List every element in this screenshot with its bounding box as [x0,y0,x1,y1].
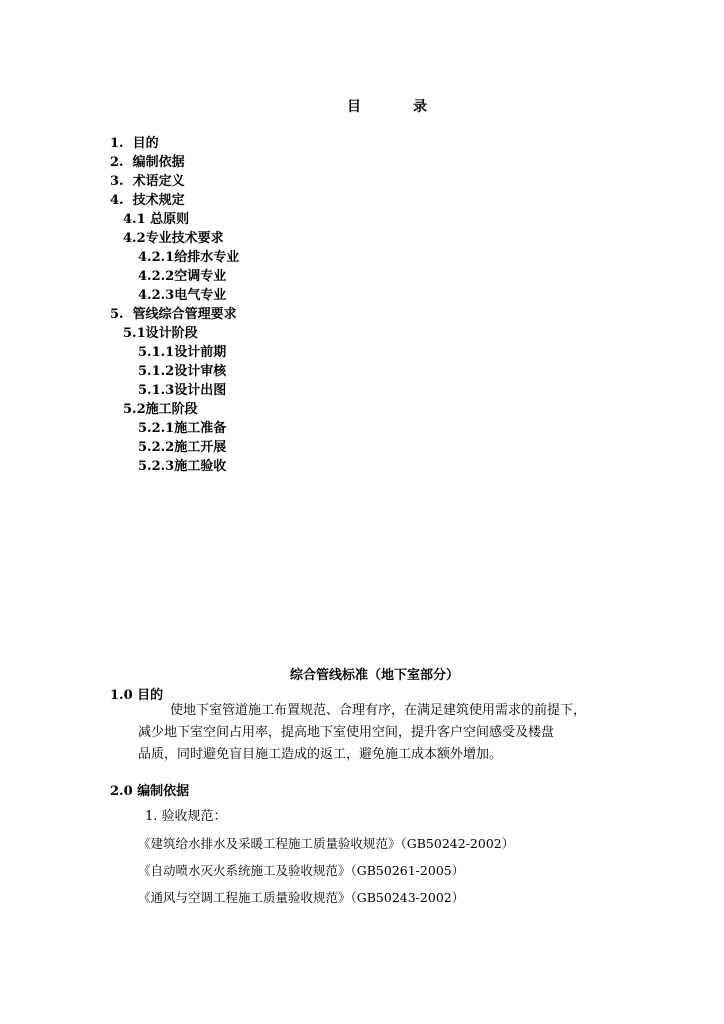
toc-item-5-1[interactable] [123,324,198,343]
toc-title-right: 录 [413,99,427,115]
toc-item-4[interactable] [110,191,185,210]
toc-item-label: 设计前期 [174,345,227,360]
toc-item-label: 设计阶段 [145,326,198,341]
toc-item-label: 电气专业 [174,288,227,303]
toc-item-5-2-3[interactable] [138,457,226,476]
toc-title-left: 目 [347,99,361,115]
toc-item-5[interactable] [110,305,237,324]
section-2-subheading: 1. 验收规范： [145,809,227,824]
section-1-paragraph-line: 减少地下室空间占用率，提高地下室使用空间，提升客户空间感受及楼盘 [138,725,555,740]
toc-item-5-2[interactable] [123,400,198,419]
toc-item-5-2-1[interactable] [138,419,226,438]
toc-item-5-1-3[interactable] [138,381,226,400]
toc-item-4-1[interactable] [123,210,189,229]
toc-item-label: 设计出图 [174,383,227,398]
toc-item-number: 4. [110,193,124,208]
toc-item-1[interactable] [110,134,159,153]
toc-item-number: 5.1.2 [138,364,175,379]
toc-item-number: 5.2.1 [138,421,175,436]
toc-item-number: 5.2.3 [138,459,175,474]
toc-item-number: 4.1 [123,212,146,227]
toc-item-label: 施工开展 [174,440,227,455]
toc-item-number: 4.2 [123,231,146,246]
toc-item-2[interactable] [110,153,185,172]
section-1-heading: 1.0 目的 [110,688,164,703]
toc-item-5-2-2[interactable] [138,438,226,457]
toc-item-5-1-2[interactable] [138,362,226,381]
section-1-paragraph-line: 使地下室管道施工布置规范、合理有序，在满足建筑使用需求的前提下， [170,703,587,718]
toc-item-number: 5.2.2 [138,440,175,455]
toc-item-4-2-2[interactable] [138,267,226,286]
toc-item-number: 2. [110,155,124,170]
toc-item-label: 目的 [132,136,159,151]
toc-item-5-1-1[interactable] [138,343,226,362]
section-2-heading: 2.0 编制依据 [110,784,190,799]
toc-item-number: 1. [110,136,124,151]
reference-standard: 《自动喷水灭火系统施工及验收规范》（GB50261-2005） [138,863,465,878]
toc-item-label: 技术规定 [132,193,185,208]
toc-item-number: 5.1 [123,326,146,341]
toc-item-number: 5.2 [123,402,146,417]
toc-item-number: 5. [110,307,124,322]
document-title: 综合管线标准（地下室部分） [290,668,460,683]
toc-item-4-2-3[interactable] [138,286,226,305]
toc-item-label: 给排水专业 [174,250,240,265]
toc-item-label: 施工准备 [174,421,227,436]
toc-item-label: 编制依据 [132,155,185,170]
section-1-paragraph-line: 品质，同时避免盲目施工造成的返工，避免施工成本额外增加。 [138,747,503,762]
toc-item-number: 4.2.3 [138,288,175,303]
toc-item-number: 4.2.2 [138,269,175,284]
toc-item-number: 4.2.1 [138,250,175,265]
toc-item-label: 施工阶段 [145,402,198,417]
toc-item-number: 5.1.1 [138,345,175,360]
toc-item-4-2[interactable] [123,229,224,248]
toc-item-label: 术语定义 [132,174,185,189]
reference-standard: 《通风与空调工程施工质量验收规范》（GB50243-2002） [138,890,465,905]
toc-item-3[interactable] [110,172,185,191]
toc-item-label: 专业技术要求 [145,231,224,246]
toc-item-label: 总原则 [150,212,190,227]
toc-item-label: 空调专业 [174,269,227,284]
toc-item-label: 管线综合管理要求 [132,307,237,322]
toc-item-label: 施工验收 [174,459,227,474]
toc-item-4-2-1[interactable] [138,248,239,267]
toc-item-label: 设计审核 [174,364,227,379]
toc-item-number: 5.1.3 [138,383,175,398]
reference-standard: 《建筑给水排水及采暖工程施工质量验收规范》（GB50242-2002） [138,836,515,851]
toc-item-number: 3. [110,174,124,189]
